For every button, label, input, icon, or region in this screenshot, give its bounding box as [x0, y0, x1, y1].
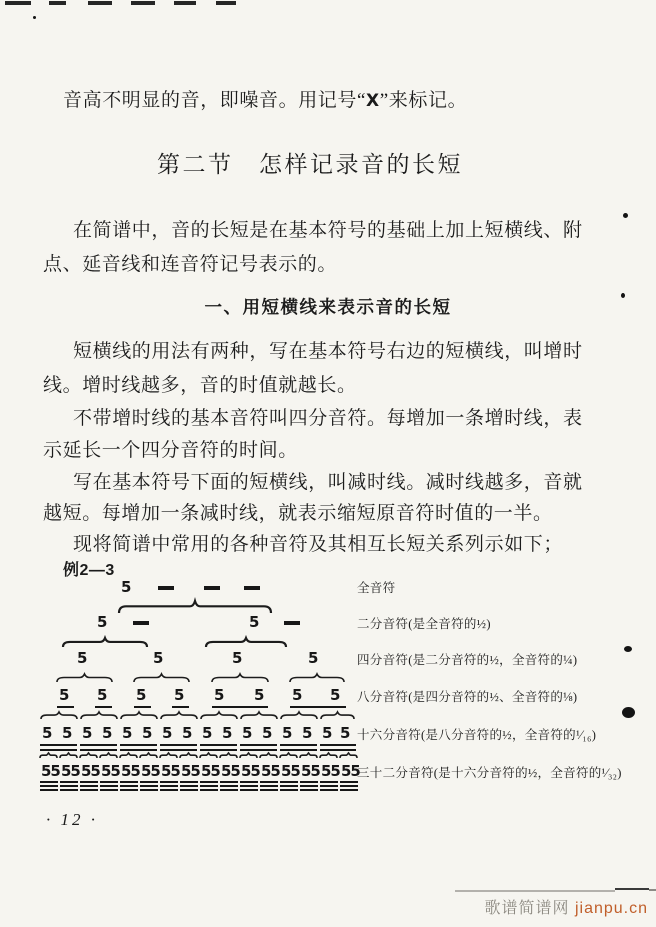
note-digit: 5: [302, 724, 312, 742]
beam-underline: [40, 781, 58, 783]
intro-text-pre: 音高不明显的音，即噪音。用记号“: [63, 90, 367, 111]
note-digit: 5: [102, 724, 112, 742]
beam-underline: [60, 789, 78, 791]
duration-label: 四分音符(是二分音符的½，全音符的¼): [357, 653, 578, 667]
beam-underline: [100, 781, 118, 783]
beam-underline: [260, 789, 278, 791]
scan-line: [455, 890, 615, 892]
duration-dash: [284, 621, 300, 625]
beam-underline: [120, 785, 138, 787]
example-label: 例2—3: [63, 562, 115, 579]
duration-label: 全音符: [357, 581, 396, 595]
note-digit: 5: [222, 724, 232, 742]
duration-label: 三十二分音符(是十六分音符的½，全音符的¹⁄₃₂): [357, 766, 622, 780]
note-digit: 5: [282, 724, 292, 742]
paragraph-line: 短横线的用法有两种，写在基本符号右边的短横线，叫增时: [73, 341, 583, 362]
duration-dash: [244, 586, 260, 590]
note-digit: 5: [232, 649, 242, 667]
paragraph-line: 线。增时线越多，音的时值就越长。: [43, 375, 357, 396]
note-digit: 5: [292, 686, 302, 704]
beam-underline: [40, 744, 77, 746]
beam-underline: [320, 744, 356, 746]
grouping-brace: [118, 600, 272, 614]
beam-underline: [160, 744, 197, 746]
scan-dash: [131, 1, 155, 5]
beam-underline: [240, 749, 277, 751]
scan-dash: [174, 1, 196, 5]
paragraph-line: 写在基本符号下面的短横线，叫减时线。减时线越多，音就: [73, 472, 583, 493]
grouping-brace: [80, 711, 118, 720]
beam-underline: [280, 781, 298, 783]
beam-underline: [290, 706, 346, 708]
beam-underline: [320, 749, 356, 751]
watermark-link[interactable]: jianpu.cn: [574, 900, 648, 917]
scan-line: [649, 889, 656, 891]
beam-underline: [200, 749, 237, 751]
note-digit: 5: [249, 613, 259, 631]
note-digit: 5: [254, 686, 264, 704]
beam-underline: [300, 789, 318, 791]
grouping-brace: [99, 752, 118, 759]
note-digit: 55: [201, 762, 220, 780]
beam-underline: [300, 785, 318, 787]
note-digit: 5: [142, 724, 152, 742]
grouping-brace: [219, 752, 238, 759]
beam-underline: [40, 785, 58, 787]
duration-label: 十六分音符(是八分音符的½，全音符的¹⁄₁₆): [357, 728, 597, 742]
paragraph-line: 点、延音线和连音符记号表示的。: [43, 254, 338, 275]
grouping-brace: [139, 752, 158, 759]
duration-label: 八分音符(是四分音符的½、全音符的⅛): [357, 690, 578, 704]
note-digit: 55: [81, 762, 100, 780]
beam-underline: [80, 781, 98, 783]
note-digit: 55: [61, 762, 80, 780]
page-number: · 12 ·: [46, 810, 98, 829]
beam-underline: [200, 781, 218, 783]
note-digit: 55: [341, 762, 360, 780]
note-digit: 55: [301, 762, 320, 780]
section-heading: 第二节 怎样记录音的长短: [157, 152, 463, 177]
grouping-brace: [259, 752, 278, 759]
beam-underline: [240, 789, 258, 791]
beam-underline: [260, 785, 278, 787]
beam-underline: [180, 785, 198, 787]
note-digit: 5: [121, 578, 131, 596]
paragraph-line: 示延长一个四分音符的时间。: [43, 440, 298, 461]
scan-dash: [5, 1, 31, 5]
beam-underline: [120, 749, 157, 751]
grouping-brace: [179, 752, 198, 759]
beam-underline: [120, 781, 138, 783]
scan-dash: [88, 1, 112, 5]
note-digit: 5: [308, 649, 318, 667]
scan-dash: [49, 1, 66, 5]
grouping-brace: [40, 711, 78, 720]
beam-underline: [100, 785, 118, 787]
note-digit: 5: [62, 724, 72, 742]
note-digit: 5: [136, 686, 146, 704]
beam-underline: [40, 789, 58, 791]
ink-speck: [621, 293, 625, 298]
note-digit: 5: [174, 686, 184, 704]
grouping-brace: [319, 752, 338, 759]
scan-line: [615, 888, 649, 890]
note-digit: 5: [153, 649, 163, 667]
grouping-brace: [289, 673, 345, 683]
note-digit: 5: [59, 686, 69, 704]
grouping-brace: [56, 673, 113, 683]
beam-underline: [172, 706, 189, 708]
grouping-brace: [205, 637, 287, 648]
note-digit: 5: [330, 686, 340, 704]
beam-underline: [80, 749, 117, 751]
beam-underline: [160, 789, 178, 791]
beam-underline: [100, 789, 118, 791]
beam-underline: [300, 781, 318, 783]
grouping-brace: [120, 711, 158, 720]
grouping-brace: [280, 711, 318, 720]
note-digit: 5: [122, 724, 132, 742]
subsection-heading: 一、用短横线来表示音的长短: [204, 297, 452, 317]
beam-underline: [80, 744, 117, 746]
grouping-brace: [159, 752, 178, 759]
grouping-brace: [240, 711, 278, 720]
beam-underline: [80, 789, 98, 791]
beam-underline: [340, 781, 358, 783]
duration-dash: [133, 621, 149, 625]
note-digit: 55: [161, 762, 180, 780]
note-digit: 5: [322, 724, 332, 742]
beam-underline: [80, 785, 98, 787]
beam-underline: [140, 781, 158, 783]
note-digit: 5: [340, 724, 350, 742]
duration-label: 二分音符(是全音符的½): [357, 617, 491, 631]
note-digit: 55: [141, 762, 160, 780]
beam-underline: [240, 785, 258, 787]
grouping-brace: [199, 752, 218, 759]
beam-underline: [140, 789, 158, 791]
beam-underline: [260, 781, 278, 783]
paragraph-line: 越短。每增加一条减时线，就表示缩短原音符时值的一半。: [43, 503, 553, 524]
grouping-brace: [279, 752, 298, 759]
beam-underline: [120, 744, 157, 746]
grouping-brace: [211, 673, 269, 683]
note-digit: 5: [242, 724, 252, 742]
beam-underline: [60, 785, 78, 787]
beam-underline: [200, 744, 237, 746]
grouping-brace: [239, 752, 258, 759]
beam-underline: [240, 744, 277, 746]
watermark-site-name: 歌谱简谱网: [484, 900, 575, 917]
note-digit: 5: [42, 724, 52, 742]
note-digit: 55: [241, 762, 260, 780]
grouping-brace: [320, 711, 355, 720]
watermark: [485, 901, 649, 917]
grouping-brace: [62, 637, 148, 648]
beam-underline: [280, 785, 298, 787]
paragraph-line: 不带增时线的基本音符叫四分音符。每增加一条增时线，表: [73, 408, 583, 429]
note-digit: 55: [221, 762, 240, 780]
note-digit: 55: [321, 762, 340, 780]
ink-speck: [622, 707, 635, 718]
paragraph-continuation: [63, 91, 467, 110]
grouping-brace: [133, 673, 190, 683]
intro-text-post: ”来标记。: [379, 90, 468, 111]
beam-underline: [57, 706, 74, 708]
grouping-brace: [160, 711, 198, 720]
scan-dash: [216, 1, 236, 5]
ink-speck: [33, 16, 36, 19]
beam-underline: [200, 789, 218, 791]
note-digit: 55: [181, 762, 200, 780]
note-digit: 55: [41, 762, 60, 780]
duration-dash: [158, 586, 174, 590]
beam-underline: [140, 785, 158, 787]
beam-underline: [240, 781, 258, 783]
beam-underline: [180, 789, 198, 791]
paragraph-line: 现将简谱中常用的各种音符及其相互长短关系列示如下；: [73, 534, 564, 555]
note-digit: 5: [82, 724, 92, 742]
beam-underline: [280, 789, 298, 791]
grouping-brace: [59, 752, 78, 759]
note-digit: 5: [97, 613, 107, 631]
note-digit: 55: [121, 762, 140, 780]
note-digit: 55: [281, 762, 300, 780]
note-digit: 5: [97, 686, 107, 704]
beam-underline: [95, 706, 112, 708]
grouping-brace: [200, 711, 238, 720]
beam-underline: [160, 781, 178, 783]
beam-underline: [60, 781, 78, 783]
beam-underline: [180, 781, 198, 783]
beam-underline: [134, 706, 151, 708]
grouping-brace: [119, 752, 138, 759]
beam-underline: [220, 785, 238, 787]
paragraph-line: 在简谱中，音的长短是在基本符号的基础上加上短横线、附: [73, 220, 583, 241]
beam-underline: [280, 744, 317, 746]
note-digit: 5: [77, 649, 87, 667]
beam-underline: [220, 781, 238, 783]
note-digit: 5: [262, 724, 272, 742]
beam-underline: [320, 785, 338, 787]
grouping-brace: [299, 752, 318, 759]
ink-speck: [623, 213, 628, 218]
note-digit: 5: [214, 686, 224, 704]
beam-underline: [340, 789, 358, 791]
duration-dash: [204, 586, 220, 590]
note-digit: 5: [202, 724, 212, 742]
beam-underline: [320, 789, 338, 791]
grouping-brace: [339, 752, 358, 759]
beam-underline: [160, 785, 178, 787]
grouping-brace: [39, 752, 58, 759]
beam-underline: [200, 785, 218, 787]
beam-underline: [40, 749, 77, 751]
grouping-brace: [79, 752, 98, 759]
beam-underline: [320, 781, 338, 783]
beam-underline: [160, 749, 197, 751]
beam-underline: [220, 789, 238, 791]
note-digit: 55: [261, 762, 280, 780]
beam-underline: [280, 749, 317, 751]
ink-speck: [624, 646, 632, 652]
beam-underline: [340, 785, 358, 787]
note-digit: 5: [182, 724, 192, 742]
beam-underline: [120, 789, 138, 791]
noise-symbol-x: X: [366, 91, 380, 111]
note-digit: 55: [101, 762, 120, 780]
beam-underline: [212, 706, 268, 708]
note-digit: 5: [162, 724, 172, 742]
